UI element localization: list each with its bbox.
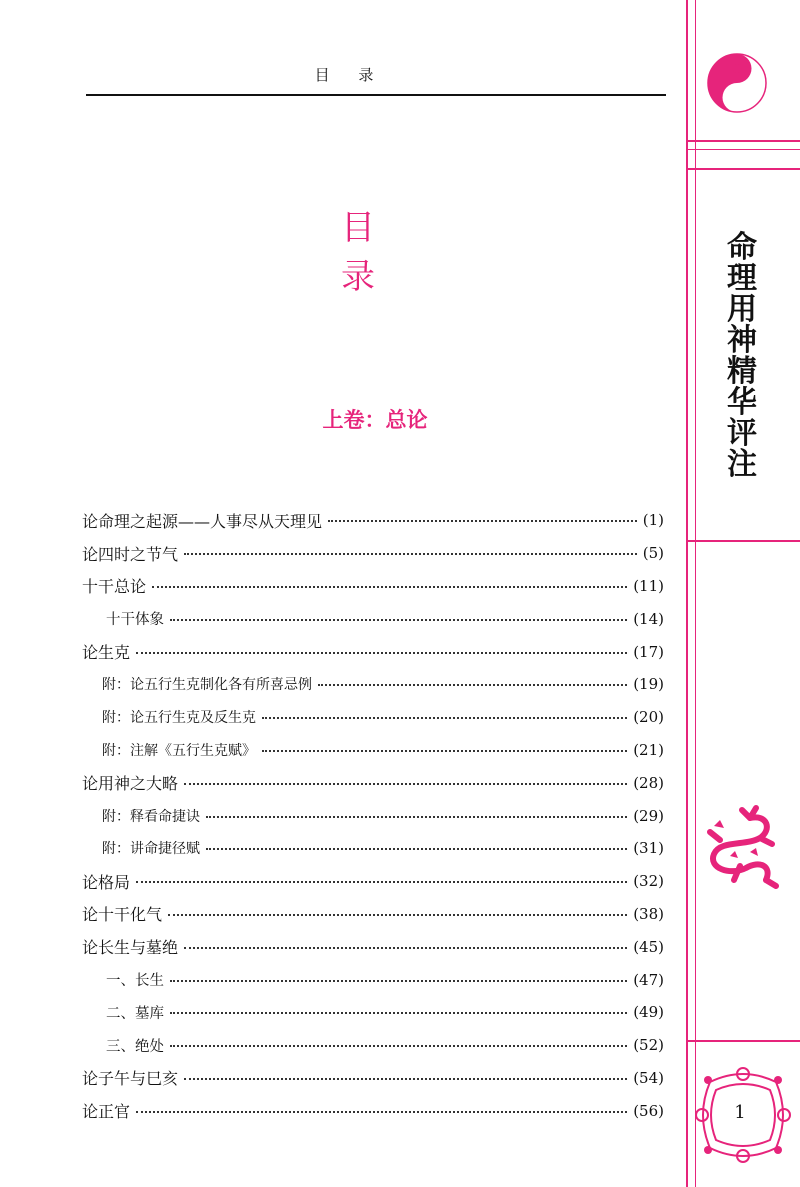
side-divider-top <box>686 140 800 142</box>
side-divider-lower <box>686 540 800 542</box>
toc-entry-title: 论十干化气 <box>82 905 163 925</box>
toc-entry <box>82 996 664 1029</box>
toc-dot-leader <box>318 676 627 686</box>
book-title-char: 用 <box>727 292 757 327</box>
toc-entry-page: (52) <box>633 1036 664 1055</box>
toc-dot-leader <box>136 873 627 883</box>
toc-entry-page: (29) <box>633 806 664 825</box>
toc-dot-leader <box>136 644 627 654</box>
toc-entry-page: (20) <box>633 708 664 727</box>
toc-entry <box>82 865 664 898</box>
toc-entry <box>82 537 664 570</box>
toc-entry <box>82 701 664 734</box>
toc-entry-page: (11) <box>633 576 664 595</box>
toc-entry <box>82 799 664 832</box>
book-title-vertical <box>722 232 762 480</box>
toc-entry <box>82 668 664 701</box>
toc-dot-leader <box>328 512 637 522</box>
header-title: 目 录 <box>314 66 386 84</box>
toc-entry <box>82 930 664 963</box>
toc-entry-title: 附：论五行生克及反生克 <box>102 710 256 727</box>
toc-dot-leader <box>206 840 627 850</box>
toc-entry-title: 附：注解《五行生克赋》 <box>102 742 256 759</box>
toc-entry-title: 附：论五行生克制化各有所喜忌例 <box>102 677 312 694</box>
toc-entry <box>82 1029 664 1062</box>
toc-entry-page: (19) <box>633 675 664 694</box>
toc-entry-page: (56) <box>633 1101 664 1120</box>
toc-dot-leader <box>262 742 627 752</box>
toc-dot-leader <box>184 545 637 555</box>
table-of-contents <box>82 504 664 1127</box>
dragon-icon <box>690 796 790 900</box>
toc-entry-title: 论四时之节气 <box>82 544 179 564</box>
toc-dot-leader <box>168 906 627 916</box>
book-title-char: 理 <box>727 261 757 296</box>
toc-dot-leader <box>184 1070 627 1080</box>
book-title-char: 神 <box>727 323 757 358</box>
toc-entry <box>82 898 664 931</box>
toc-dot-leader <box>184 939 627 949</box>
toc-dot-leader <box>170 1037 627 1047</box>
toc-entry <box>82 734 664 767</box>
toc-entry-title: 一、长生 <box>106 973 164 990</box>
toc-entry-title: 附：释看命捷诀 <box>102 808 200 825</box>
toc-entry <box>82 766 664 799</box>
toc-entry-title: 论正官 <box>82 1102 131 1122</box>
toc-entry-title: 二、墓库 <box>106 1005 164 1022</box>
side-border-inner <box>695 0 696 1187</box>
toc-dot-leader <box>206 808 627 818</box>
toc-dot-leader <box>152 578 627 588</box>
toc-entry-title: 论子午与巳亥 <box>82 1069 179 1089</box>
toc-dot-leader <box>170 611 627 621</box>
toc-entry-title: 十干总论 <box>82 577 147 597</box>
book-title-char: 华 <box>727 385 757 420</box>
toc-entry-title: 论格局 <box>82 872 131 892</box>
toc-entry-page: (49) <box>633 1003 664 1022</box>
toc-entry-page: (31) <box>633 839 664 858</box>
toc-entry <box>82 832 664 865</box>
page-title: 目 录 <box>341 208 399 297</box>
toc-dot-leader <box>170 1004 627 1014</box>
side-border-outer <box>686 0 688 1187</box>
book-title-char: 注 <box>727 447 757 482</box>
toc-entry-page: (21) <box>633 740 664 759</box>
toc-entry <box>82 963 664 996</box>
toc-entry-title: 附：讲命捷径赋 <box>102 841 200 858</box>
toc-entry-page: (14) <box>633 609 664 628</box>
toc-entry-title: 论长生与墓绝 <box>82 938 179 958</box>
toc-entry-title: 十干体象 <box>106 612 164 629</box>
toc-entry-title: 论命理之起源——人事尽从天理见 <box>82 511 323 531</box>
side-divider-bottom <box>686 1040 800 1042</box>
toc-dot-leader <box>262 709 627 719</box>
toc-dot-leader <box>136 1103 627 1113</box>
toc-dot-leader <box>184 775 627 785</box>
toc-entry <box>82 570 664 603</box>
toc-entry-page: (5) <box>642 544 664 563</box>
toc-entry <box>82 1094 664 1127</box>
toc-entry-title: 论生克 <box>82 643 131 663</box>
toc-entry-page: (1) <box>642 511 664 530</box>
book-title-char: 精 <box>727 354 757 389</box>
toc-entry-page: (32) <box>633 872 664 891</box>
header-rule <box>86 94 666 96</box>
section-title: 上卷：总论 <box>322 408 428 432</box>
page-number: 1 <box>734 1102 746 1123</box>
side-divider-mid <box>686 168 800 170</box>
toc-dot-leader <box>170 972 627 982</box>
toc-entry-title: 论用神之大略 <box>82 774 179 794</box>
toc-entry <box>82 504 664 537</box>
toc-entry-title: 三、绝处 <box>106 1038 164 1055</box>
toc-entry-page: (45) <box>633 937 664 956</box>
toc-entry <box>82 635 664 668</box>
toc-entry-page: (47) <box>633 970 664 989</box>
yin-yang-icon <box>706 52 768 118</box>
toc-entry-page: (38) <box>633 904 664 923</box>
toc-entry-page: (28) <box>633 773 664 792</box>
side-divider-top-inner <box>686 149 800 150</box>
toc-entry-page: (17) <box>633 642 664 661</box>
book-title-char: 命 <box>727 230 757 265</box>
toc-entry <box>82 602 664 635</box>
toc-entry <box>82 1062 664 1095</box>
book-title-char: 评 <box>727 416 757 451</box>
toc-entry-page: (54) <box>633 1068 664 1087</box>
